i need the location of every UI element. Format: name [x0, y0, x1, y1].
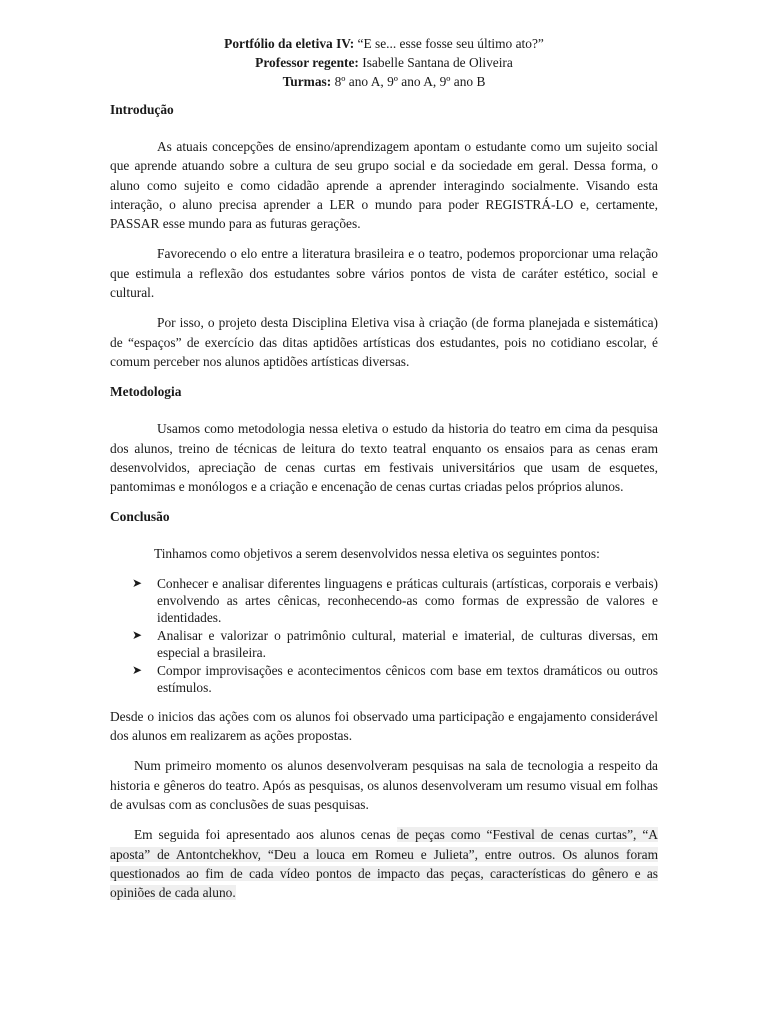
- header-teacher-line: [110, 53, 658, 72]
- list-item: [110, 627, 658, 661]
- list-item-text: Compor improvisações e acontecimentos cênicos com base em textos dramáticos ou outros estímulos.: [157, 662, 658, 695]
- intro-heading: Introdução: [110, 102, 174, 117]
- conclusion-paragraph-1: Tinhamos como objetivos a serem desenvolvidos nessa eletiva os seguintes pontos:: [154, 546, 600, 562]
- header-classes-value: 8º ano A, 9º ano A, 9º ano B: [331, 74, 486, 89]
- header-title-line: [110, 34, 658, 53]
- method-heading: Metodologia: [110, 384, 182, 400]
- conclusion-paragraph-3: Num primeiro momento os alunos desenvolveram pesquisas na sala de tecnologia a respeito da historia e gêneros do teatro. Após as pesquisas, os alunos desenvolveram um resumo visual em folhas de avulsas com as conclusões de suas pesquisas.: [110, 758, 658, 812]
- arrowhead-bullet-icon: ➤: [132, 627, 143, 642]
- header-classes-line: [110, 72, 658, 91]
- method-paragraph-1: Usamos como metodologia nessa eletiva o estudo da historia do teatro em cima da pesquisa dos alunos, treino de técnicas de leitura do texto teatral enquanto os ensaios para as cenas eram desenvolvidos, apreciação de cenas curtas em festivais universitários que usam de esquetes, pantomimas e monólogos e a criação e encenação de cenas curtas criadas pelos próprios alunos.: [110, 421, 658, 495]
- objectives-list: [110, 575, 658, 696]
- arrowhead-bullet-icon: ➤: [132, 662, 143, 677]
- list-item-text: Analisar e valorizar o patrimônio cultural, material e imaterial, de culturas diversas, em especial a brasileira.: [157, 627, 658, 660]
- intro-paragraph-2: Favorecendo o elo entre a literatura brasileira e o teatro, podemos proporcionar uma relação que estimula a reflexão dos estudantes sobre vários pontos de vista de caráter estético, social e cultural.: [110, 246, 658, 301]
- arrowhead-bullet-icon: ➤: [132, 575, 143, 590]
- conclusion-paragraph-4: [110, 825, 658, 902]
- highlighted-text: de peças como “Festival de cenas curtas”, “A aposta” de Antontchekhov, “Deu a louca em Romeu e Julieta”, entre outros. Os alunos foram questionados ao fim de cada vídeo pontos de impacto das peças, características do gênero e as opiniões de cada aluno.: [110, 827, 658, 901]
- header-classes-label: Turmas:: [282, 74, 332, 89]
- document-header: [110, 34, 658, 91]
- header-title-value: “E se... esse fosse seu último ato?”: [354, 36, 544, 51]
- header-teacher-value: Isabelle Santana de Oliveira: [358, 55, 513, 70]
- intro-paragraph-1: As atuais concepções de ensino/aprendizagem apontam o estudante como um sujeito social que aprende atuando sobre a cultura de seu grupo social e da sociedade em geral. Dessa forma, o aluno como sujeito e como cidadão aprende a aprender interagindo socialmente. Visando esta interação, o aluno precisa aprender a LER o mundo para poder REGISTRÁ-LO e, certamente, PASSAR esse mundo para as futuras gerações.: [110, 139, 658, 232]
- intro-paragraph-3: Por isso, o projeto desta Disciplina Eletiva visa à criação (de forma planejada e sistemática) de “espaços” de exercício das ditas aptidões artísticas dos estudantes, pois no cotidiano escolar, é comum perceber nos alunos aptidões artísticas diversas.: [110, 315, 658, 369]
- header-title-label: Portfólio da eletiva IV:: [224, 36, 355, 51]
- conclusion-paragraph-2: Desde o inicios das ações com os alunos foi observado uma participação e engajamento considerável dos alunos em realizarem as ações propostas.: [110, 708, 658, 744]
- conclusion-paragraph-4-start: Em seguida foi apresentado aos alunos cenas: [134, 827, 397, 843]
- list-item: [110, 575, 658, 626]
- list-item-text: Conhecer e analisar diferentes linguagens e práticas culturais (artísticas, corporais e verbais) envolvendo as artes cênicas, reconhecendo-as como formas de expressão de valores e identidades.: [157, 575, 658, 625]
- conclusion-heading: Conclusão: [110, 509, 170, 525]
- list-item: [110, 662, 658, 696]
- header-teacher-label: Professor regente:: [255, 55, 359, 70]
